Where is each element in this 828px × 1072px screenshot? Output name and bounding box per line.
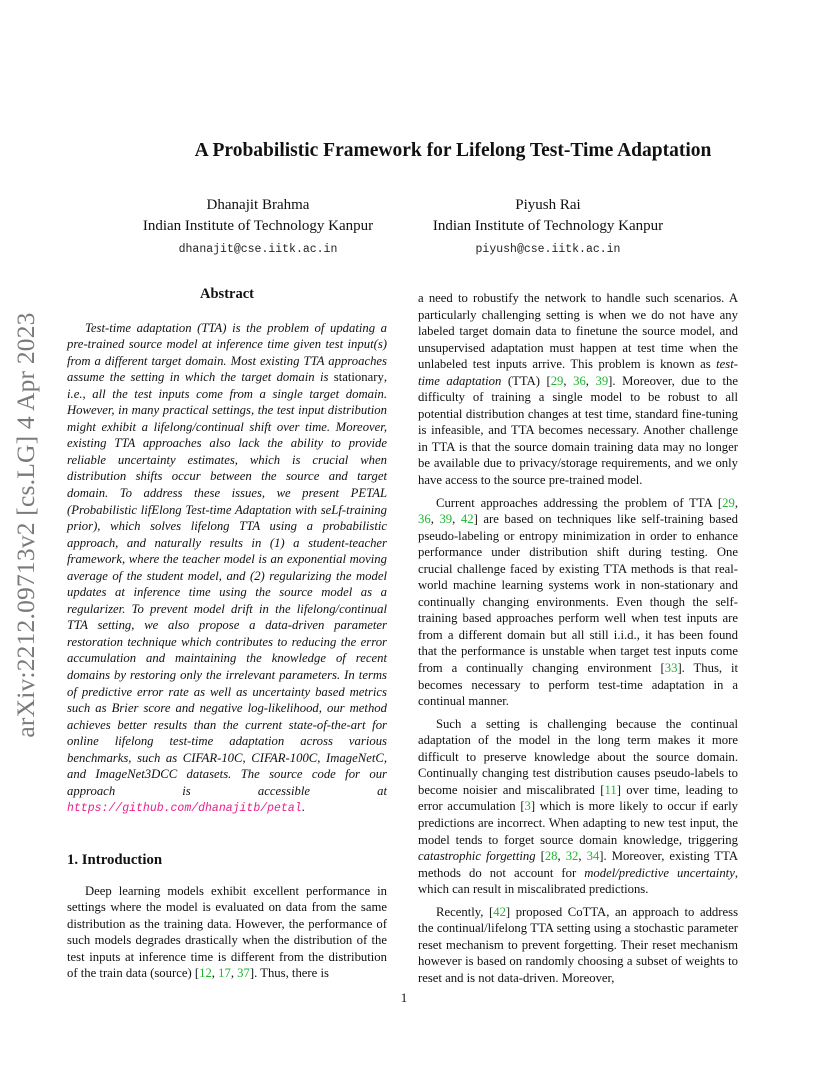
page-number: 1 — [400, 990, 408, 1005]
author-name: Piyush Rai — [515, 197, 581, 213]
citation-link[interactable]: 11 — [604, 782, 617, 797]
citation-link[interactable]: 39 — [595, 373, 609, 388]
citation-link[interactable]: 29 — [550, 373, 564, 388]
abstract-heading: Abstract — [200, 286, 254, 302]
abstract-text: Test-time adaptation (TTA) is the problem of updating a pre-trained source model at inference time given test input(s) from a different target domain. Most existing TTA approaches assume the setting in which the target domain is stationary, i.e., all the test inputs come from a single target domain. However, in many practical settings, the test input distribution might exhibit a lifelong/continual shift over time. Moreover, existing TTA approaches also lack the ability to provide reliable uncertainty estimates, which is crucial when distribution shifts occur between the source and target domain. To address these issues, we present PETAL (Probabilistic lifElong Test-time Adaptation with seLf-training prior), which solves lifelong TTA using a probabilistic approach, and naturally results in (1) a student-teacher framework, where the teacher model is an exponential moving average of the student model, and (2) regularizing the model updates at inference time using the source model as a regularizer. To prevent model drift in the lifelong/continual TTA setting, we also propose a data-driven parameter restoration technique which contributes to reducing the error accumulation and maintaining the knowledge of recent domains by restoring only the irrelevant parameters. In terms of predictive error rate as well as uncertainty based metrics such as Brier score and negative log-likelihood, our method achieves better results than the current state-of-the-art for online lifelong test-time adaptation across various benchmarks, such as CIFAR-10C, CIFAR-100C, ImageNetC, and ImageNet3DCC datasets. The source code for our approach is accessible at https://github.com/dhanajitb/petal. — [67, 320, 387, 816]
author-block-2 — [412, 195, 684, 260]
intro-paragraph-continued: a need to robustify the network to handle such scenarios. A particularly challenging setting is when we do not have any labeled target domain data to finetune the source model, and unsupervised adaptation must happen at test time when the unlabeled test inputs arrive. This problem is known as test-time adaptation (TTA) [29, 36, 39]. Moreover, due to the difficulty of training a single model to be robust to all potential distribution changes at test time, standard fine-tuning is infeasible, and TTA becomes necessary. Another challenge in TTA is that the source domain training data may no longer be available due to privacy/storage requirements, and we only have access to the source pre-trained model. — [418, 291, 739, 488]
intro-paragraph-4: Recently, [42] proposed CoTTA, an approach to address the continual/lifelong TTA setting using a stochastic parameter reset mechanism to prevent forgetting. Their reset mechanism however is based on randomly choosing a subset of weights to reset and is not data-driven. Moreover, — [418, 904, 739, 985]
author-block-1 — [118, 195, 398, 260]
stationary-word: stationary — [333, 370, 384, 385]
author-affiliation: Indian Institute of Technology Kanpur — [432, 218, 664, 234]
citation-link[interactable]: 42 — [493, 904, 506, 919]
citation-link[interactable]: 39 — [439, 512, 453, 527]
citation-link[interactable]: 3 — [524, 799, 531, 814]
citation-link[interactable]: 17 — [218, 966, 231, 981]
author-email[interactable]: piyush@cse.iitk.ac.in — [475, 243, 621, 256]
citation-link[interactable]: 28 — [544, 849, 558, 864]
citation-link[interactable]: 32 — [565, 849, 579, 864]
author-affiliation: Indian Institute of Technology Kanpur — [142, 218, 374, 234]
paper-title: A Probabilistic Framework for Lifelong Test-Time Adaptation — [194, 140, 712, 161]
citation-link[interactable]: 12 — [199, 966, 212, 981]
introduction-heading: 1. Introduction — [67, 851, 163, 868]
right-column — [418, 290, 738, 992]
left-column — [67, 286, 387, 988]
intro-paragraph-3: Such a setting is challenging because the continual adaptation of the model in the long term makes it more difficult to preserve knowledge about the source domain. Continually changing test distribution causes pseudo-labels to become noisier and miscalibrated [11] over time, leading to error accumulation [3] which is more likely to occur if early predictions are incorrect. When adapting to new test input, the model tends to forget source domain knowledge, triggering catastrophic forgetting [28, 32, 34]. Moreover, existing TTA methods do not account for model/predictive uncertainty, which can result in miscalibrated predictions. — [418, 716, 739, 897]
source-code-link[interactable]: https://github.com/dhanajitb/petal — [67, 802, 302, 816]
intro-paragraph-2: Current approaches addressing the problem of TTA [29, 36, 39, 42] are based on techniques like self-training based pseudo-labeling or entropy minimization in order to enhance performance under distribution shift during testing. One crucial challenge faced by existing TTA methods is that real-world machine learning systems work in non-stationary and continually changing environments. Even though the self-training based approaches perform well when test inputs are from a different domain but all still i.i.d., it has been found that the performance is unstable when target test inputs come from a continually changing environment [33]. Thus, it becomes necessary to perform test-time adaptation in a continual manner. — [418, 495, 739, 709]
citation-link[interactable]: 34 — [586, 849, 600, 864]
author-name: Dhanajit Brahma — [206, 197, 310, 213]
citation-link[interactable]: 29 — [722, 495, 735, 510]
citation-link[interactable]: 42 — [460, 512, 474, 527]
citation-link[interactable]: 33 — [664, 661, 678, 676]
arxiv-side-identifier — [0, 290, 52, 760]
citation-link[interactable]: 37 — [237, 966, 250, 981]
citation-link[interactable]: 36 — [573, 373, 586, 388]
citation-link[interactable]: 36 — [418, 512, 431, 527]
intro-paragraph-1: Deep learning models exhibit excellent performance in settings where the model is evaluated on data from the same distribution as the training data. However, the performance of such models degrades drastically when the distribution of the test inputs at inference time is different from the distribution of the train data (source) [12, 17, 37]. Thus, there is — [67, 883, 387, 981]
author-email[interactable]: dhanajit@cse.iitk.ac.in — [178, 243, 338, 256]
arxiv-id-text: arXiv:2212.09713v2 [cs.LG] 4 Apr 2023 — [11, 312, 40, 738]
